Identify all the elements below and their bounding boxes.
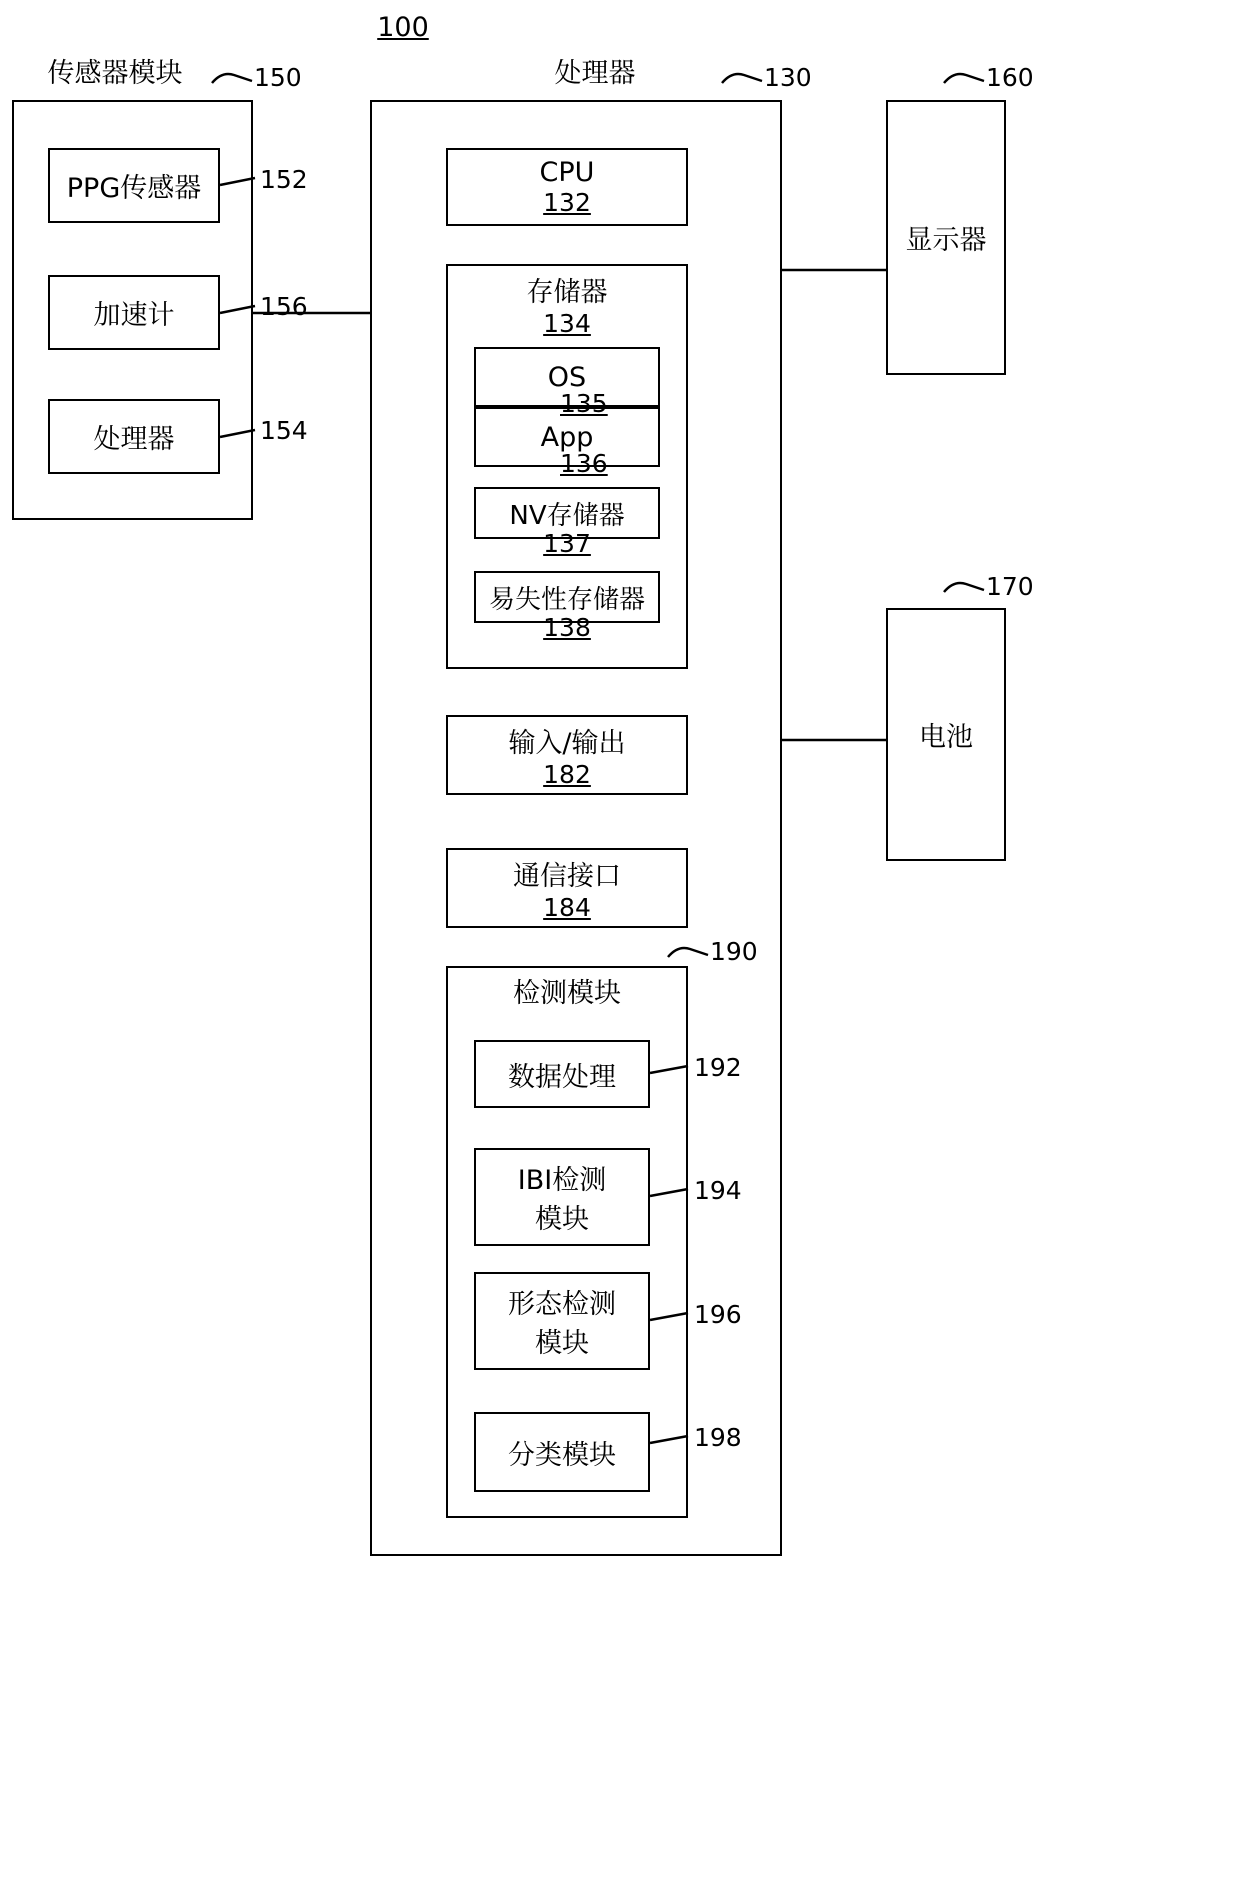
ibi-detection-module-ref: 194 bbox=[694, 1176, 742, 1205]
classification-module-box bbox=[474, 1412, 650, 1492]
processor-title: 处理器 bbox=[554, 58, 636, 89]
ibi-detection-module-label-line1: IBI检测 bbox=[517, 1165, 607, 1196]
io-number: 182 bbox=[543, 760, 591, 789]
battery-box bbox=[886, 608, 1006, 861]
data-processing-box bbox=[474, 1040, 650, 1108]
morphology-detection-module-ref: 196 bbox=[694, 1300, 742, 1329]
sensor-module-ref: 150 bbox=[254, 63, 302, 92]
io-box bbox=[446, 715, 688, 795]
memory-label: 存储器 bbox=[526, 277, 608, 308]
detection-module-ref: 190 bbox=[710, 937, 758, 966]
volatile-memory-label: 易失性存储器 bbox=[488, 584, 645, 615]
classification-module-label: 分类模块 bbox=[508, 1439, 616, 1471]
os-number: 135 bbox=[560, 389, 608, 418]
cpu-number: 132 bbox=[543, 188, 591, 217]
app-label: App bbox=[540, 421, 594, 453]
ibi-detection-module-box bbox=[474, 1148, 650, 1246]
nv-memory-number: 137 bbox=[543, 529, 591, 558]
ppg-sensor-box bbox=[48, 148, 220, 223]
os-label: OS bbox=[547, 361, 587, 393]
cpu-box bbox=[446, 148, 688, 226]
accelerometer-label: 加速计 bbox=[93, 300, 175, 331]
cpu-label: CPU bbox=[539, 157, 595, 188]
io-label: 输入/输出 bbox=[508, 728, 626, 759]
accelerometer-box bbox=[48, 275, 220, 350]
comm-interface-label: 通信接口 bbox=[513, 861, 621, 892]
sensor-processor-label: 处理器 bbox=[93, 424, 175, 455]
ibi-detection-module-label-line2: 模块 bbox=[535, 1204, 589, 1235]
figure-number: 100 bbox=[377, 12, 429, 43]
comm-interface-number: 184 bbox=[543, 893, 591, 922]
morphology-detection-module-label-line1: 形态检测 bbox=[508, 1289, 616, 1320]
sensor-processor-ref: 154 bbox=[260, 416, 308, 445]
morphology-detection-module-box bbox=[474, 1272, 650, 1370]
data-processing-ref: 192 bbox=[694, 1053, 742, 1082]
nv-memory-label: NV存储器 bbox=[509, 500, 625, 531]
display-ref: 160 bbox=[986, 63, 1034, 92]
battery-label: 电池 bbox=[919, 722, 973, 753]
detection-module-title: 检测模块 bbox=[513, 978, 621, 1009]
ppg-sensor-label: PPG传感器 bbox=[66, 173, 202, 204]
sensor-processor-box bbox=[48, 399, 220, 474]
processor-ref: 130 bbox=[764, 63, 812, 92]
app-number: 136 bbox=[560, 449, 608, 478]
ppg-sensor-ref: 152 bbox=[260, 165, 308, 194]
morphology-detection-module-label-line2: 模块 bbox=[535, 1328, 589, 1359]
accelerometer-ref: 156 bbox=[260, 292, 308, 321]
memory-number: 134 bbox=[543, 309, 591, 338]
data-processing-label: 数据处理 bbox=[508, 1061, 616, 1093]
classification-module-ref: 198 bbox=[694, 1423, 742, 1452]
comm-interface-box bbox=[446, 848, 688, 928]
battery-ref: 170 bbox=[986, 572, 1034, 601]
sensor-module-title: 传感器模块 bbox=[47, 58, 183, 89]
display-label: 显示器 bbox=[905, 225, 987, 256]
display-box bbox=[886, 100, 1006, 375]
volatile-memory-number: 138 bbox=[543, 613, 591, 642]
